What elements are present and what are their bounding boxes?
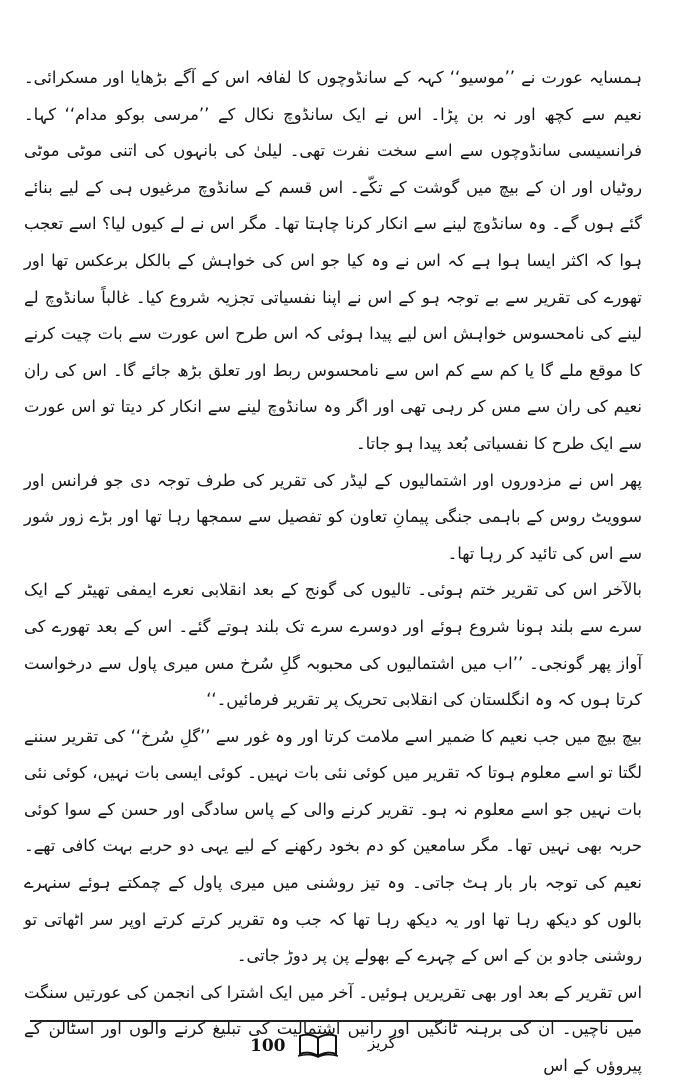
page-number: 100 [250,1036,286,1056]
footer-divider [30,1020,633,1022]
paragraph-4: بیچ بیچ میں جب نعیم کا ضمیر اسے ملامت کرتا اور وہ غور سے ’’گلِ سُرخ‘‘ کی تقریر سننے لگتا تو اسے معلوم ہوتا کہ تقریر میں کوئی نئی بات نہیں۔ کوئی ایسی بات نہیں، کوئی نئی بات نہیں جو اسے معلوم نہ ہو۔ تقریر کرنے والی کے پاس سادگی اور حسن کے سوا کوئی حربہ بھی نہیں تھا۔ مگر سامعین کو دم بخود رکھنے کے لیے یہی دو حربے بہت کافی تھے۔ نعیم کی توجہ بار بار ہٹ جاتی۔ وہ تیز روشنی میں میری پاول کے چمکتے ہوئے سنہرے بالوں کو دیکھ رہا تھا اور یہ دیکھ رہا تھا کہ جب وہ تقریر کرتے کرتے اوپر سر اٹھاتی تو روشنی جادو بن کے اس کے چہرے کے بھولے پن پر دوڑ جاتی۔ [24,726,642,966]
paragraph-1: ہمسایہ عورت نے ’’موسیو‘‘ کہہ کے سانڈوچوں کا لفافہ اس کے آگے بڑھایا اور مسکرائی۔ نعیم سے کچھ اور نہ بن پڑا۔ اس نے ایک سانڈوچ نکال کے ’’مرسی بوکو مدام‘‘ کہا۔ فرانسیسی سانڈوچوں سے اسے سخت نفرت تھی۔ لیلیٰ کی بانہوں کی اتنی موٹی موٹی روٹیاں اور ان کے بیچ میں گوشت کے تکّے۔ اس قسم کے سانڈوچ مرغیوں ہی کے لیے بنائے گئے ہوں گے۔ وہ سانڈوچ لینے سے انکار کرنا چاہتا تھا۔ مگر اس نے لے کیوں لیا؟ اسے تعجب ہوا کہ اکثر ایسا ہوا ہے کہ اس نے وہ کیا جو اس کی خواہش کے بالکل برعکس تھا اور تھورے کی تقریر سے بے توجہ ہو کے اس نے اپنا نفسیاتی تجزیہ شروع کیا۔ غالباً سانڈوچ لے لینے کی نامحسوس خواہش اس لیے پیدا ہوئی کہ اس طرح اس عورت سے بات چیت کرنے کا موقع ملے گا یا کم سے کم اس سے نامحسوس ربط اور تعلق بڑھ جائے گا۔ اس کی ران نعیم کی ران سے مس کر رہی تھی اور اگر وہ سانڈوچ لینے سے انکار کر دیتا تو اس عورت سے ایک طرح کا نفسیاتی بُعد پیدا ہو جاتا۔ [24,68,642,453]
open-book-icon [297,1032,339,1058]
paragraph-2: پھر اس نے مزدوروں اور اشتمالیوں کے لیڈر کی تقریر کی طرف توجہ دی جو فرانس اور سوویٹ روس کے باہمی جنگی پیمانِ تعاون کو تفصیل سے سمجھا رہا تھا اور بڑے زور شور سے اس کی تائید کر رہا تھا۔ [24,470,642,563]
body-text [24,60,642,1085]
book-title: گریز [368,1034,396,1052]
page-footer [0,1028,673,1068]
paragraph-5: اس تقریر کے بعد اور بھی تقریریں ہوئیں۔ آخر میں ایک اشترا کی انجمن کی عورتیں سنگت میں ناچیں۔ ان کی برہنہ ٹانگیں اور رانیں اشتمالیت کی تبلیغ کرنے والوں اور اسٹالن کے پیروؤں کے اس [24,982,642,1076]
paragraph-3: بالآخر اس کی تقریر ختم ہوئی۔ تالیوں کی گونج کے بعد انقلابی نعرے ایمفی تھیٹر کے ایک سرے سے بلند ہونا شروع ہوئے اور دوسرے سرے تک بلند ہوتے گئے۔ اس کے بعد تھورے کی آواز پھر گونجی۔ ’’اب میں اشتمالیوں کی محبوبہ گلِ سُرخ مس میری پاول سے درخواست کرتا ہوں کہ وہ انگلستان کی انقلابی تحریک پر تقریر فرمائیں۔‘‘ [24,580,642,710]
